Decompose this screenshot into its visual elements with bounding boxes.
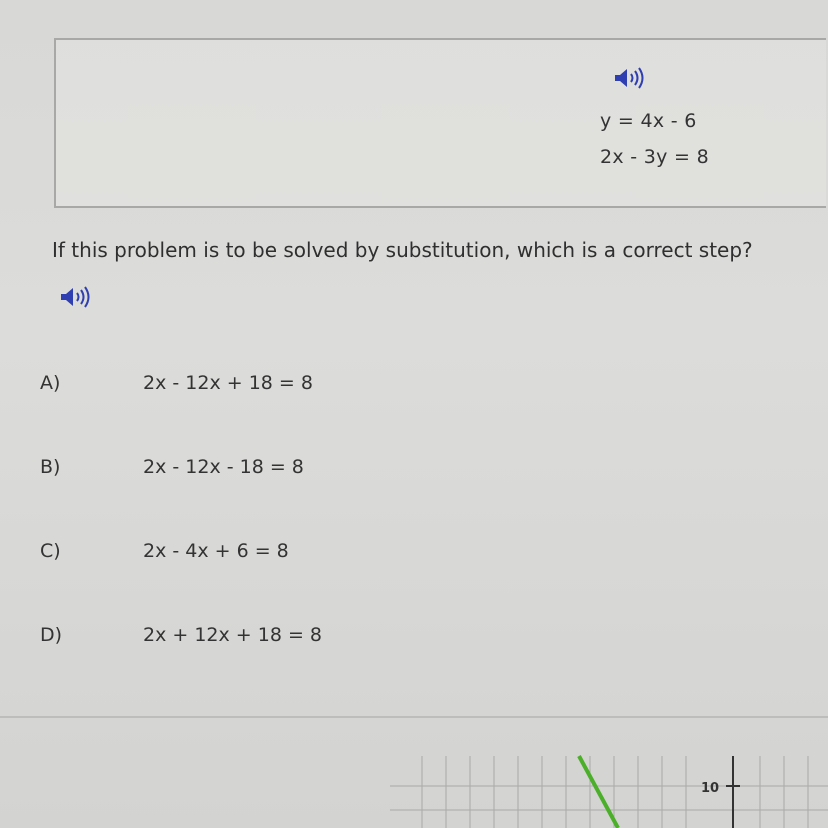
equation-system-box xyxy=(54,38,826,208)
choice-letter: A) xyxy=(40,372,61,394)
choice-letter: D) xyxy=(40,624,63,646)
question-text: If this problem is to be solved by substitution, which is a correct step? xyxy=(52,238,753,262)
answer-choice-a[interactable] xyxy=(40,372,560,412)
graph-line xyxy=(579,756,618,828)
choice-text: 2x - 12x + 18 = 8 xyxy=(143,372,313,394)
speaker-icon[interactable] xyxy=(612,66,646,90)
speaker-icon[interactable] xyxy=(58,285,92,309)
section-divider xyxy=(0,716,828,718)
answer-choice-c[interactable] xyxy=(40,540,560,580)
choice-text: 2x - 12x - 18 = 8 xyxy=(143,456,304,478)
answer-choice-d[interactable] xyxy=(40,624,560,664)
equation-1: y = 4x - 6 xyxy=(600,110,697,132)
coordinate-graph xyxy=(390,748,828,828)
choice-text: 2x - 4x + 6 = 8 xyxy=(143,540,289,562)
answer-choice-b[interactable] xyxy=(40,456,560,496)
choice-text: 2x + 12x + 18 = 8 xyxy=(143,624,323,646)
equation-2: 2x - 3y = 8 xyxy=(600,146,709,168)
choice-letter: C) xyxy=(40,540,61,562)
choice-letter: B) xyxy=(40,456,61,478)
y-axis-tick-label: 10 xyxy=(701,781,720,796)
